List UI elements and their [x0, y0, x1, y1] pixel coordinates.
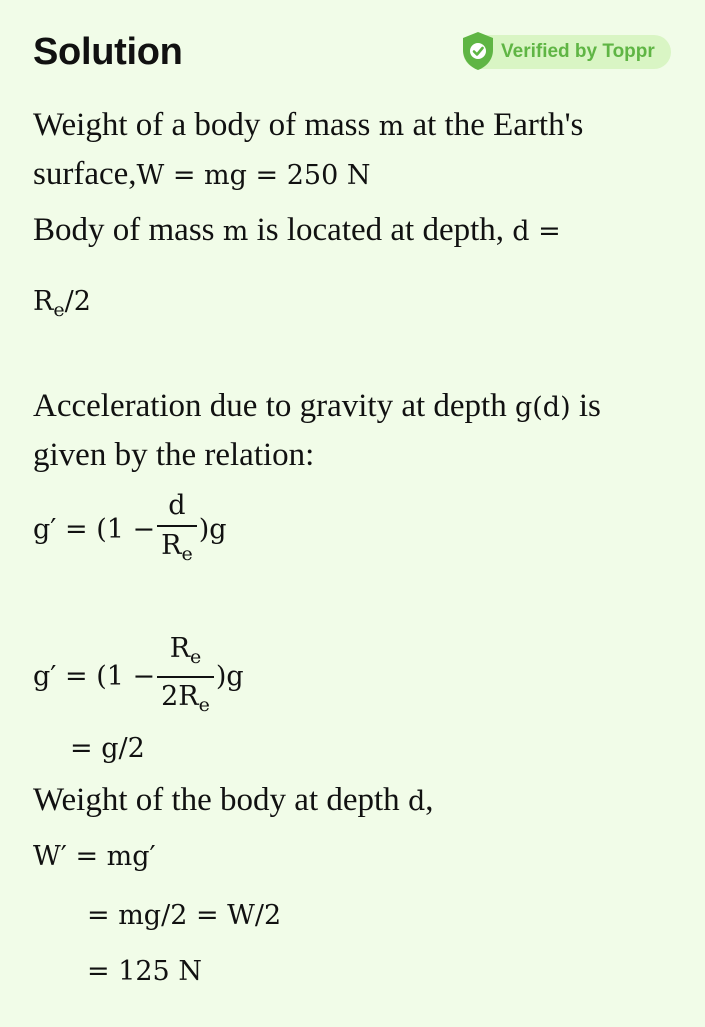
fraction-numerator: d	[157, 490, 197, 527]
text-line-surface-weight	[33, 154, 370, 196]
text-line-acceleration-depth	[33, 386, 601, 428]
text-line-weight-intro	[33, 105, 583, 147]
math-subscript: e	[181, 543, 193, 565]
equation-weight-prime	[33, 835, 156, 877]
math-expression: = mg/2 = W/2	[87, 900, 282, 931]
shield-check-icon	[461, 31, 495, 71]
math-symbol: 2R	[161, 681, 199, 712]
math-symbol: R	[161, 530, 182, 561]
math-expression: = g/2	[70, 733, 145, 764]
fraction-denominator	[157, 678, 214, 721]
math-subscript: e	[198, 694, 210, 716]
verified-badge-label: Verified by Toppr	[501, 41, 655, 62]
text-line-relation	[33, 435, 314, 475]
text-fragment: Acceleration due to gravity at depth	[33, 388, 515, 424]
text-line-depth-location	[33, 210, 561, 252]
equation-weight-result	[87, 950, 202, 992]
fraction-denominator	[157, 527, 197, 570]
text-fragment: Body of mass	[33, 212, 223, 248]
math-expression: g′ = (1 −	[33, 514, 156, 545]
math-expression: W′ = mg′	[33, 841, 156, 872]
math-mass-symbol: m	[378, 111, 405, 142]
text-fragment: Weight of the body at depth	[33, 782, 408, 818]
math-subscript: e	[53, 299, 65, 321]
math-expression: )g	[198, 514, 227, 545]
fraction-numerator	[157, 633, 214, 678]
text-fragment: at the Earth's	[404, 107, 584, 143]
text-fragment: ,	[425, 782, 434, 818]
equation-gravity-depth	[33, 490, 227, 570]
math-symbol: R	[169, 633, 191, 664]
math-depth-symbol: d =	[512, 216, 561, 247]
math-depth-value	[33, 280, 91, 330]
text-fragment: is	[570, 388, 601, 424]
text-line-weight-depth	[33, 780, 433, 822]
math-expression: g′ = (1 −	[33, 661, 156, 692]
math-gravity-depth: g(d)	[514, 392, 571, 423]
math-mass-symbol: m	[222, 216, 249, 247]
math-fraction	[157, 633, 214, 721]
math-expression: )g	[215, 661, 244, 692]
math-depth-symbol: d	[407, 786, 426, 817]
math-fraction	[157, 490, 197, 570]
text-fragment: Weight of a body of mass	[33, 107, 379, 143]
text-fragment: given by the relation:	[33, 437, 315, 473]
math-expression: = 125 N	[87, 956, 202, 987]
math-symbol: R	[33, 286, 54, 317]
math-weight-equation: W = mg = 250 N	[136, 160, 371, 191]
equation-g-half	[70, 727, 145, 769]
text-fragment: surface,	[33, 156, 137, 192]
solution-heading: Solution	[33, 31, 183, 73]
math-symbol: /2	[64, 286, 91, 317]
math-subscript: e	[190, 646, 202, 668]
verified-badge	[463, 35, 671, 69]
text-fragment: is located at depth,	[248, 212, 513, 248]
equation-gravity-substituted	[33, 633, 244, 721]
equation-weight-half	[87, 894, 281, 936]
